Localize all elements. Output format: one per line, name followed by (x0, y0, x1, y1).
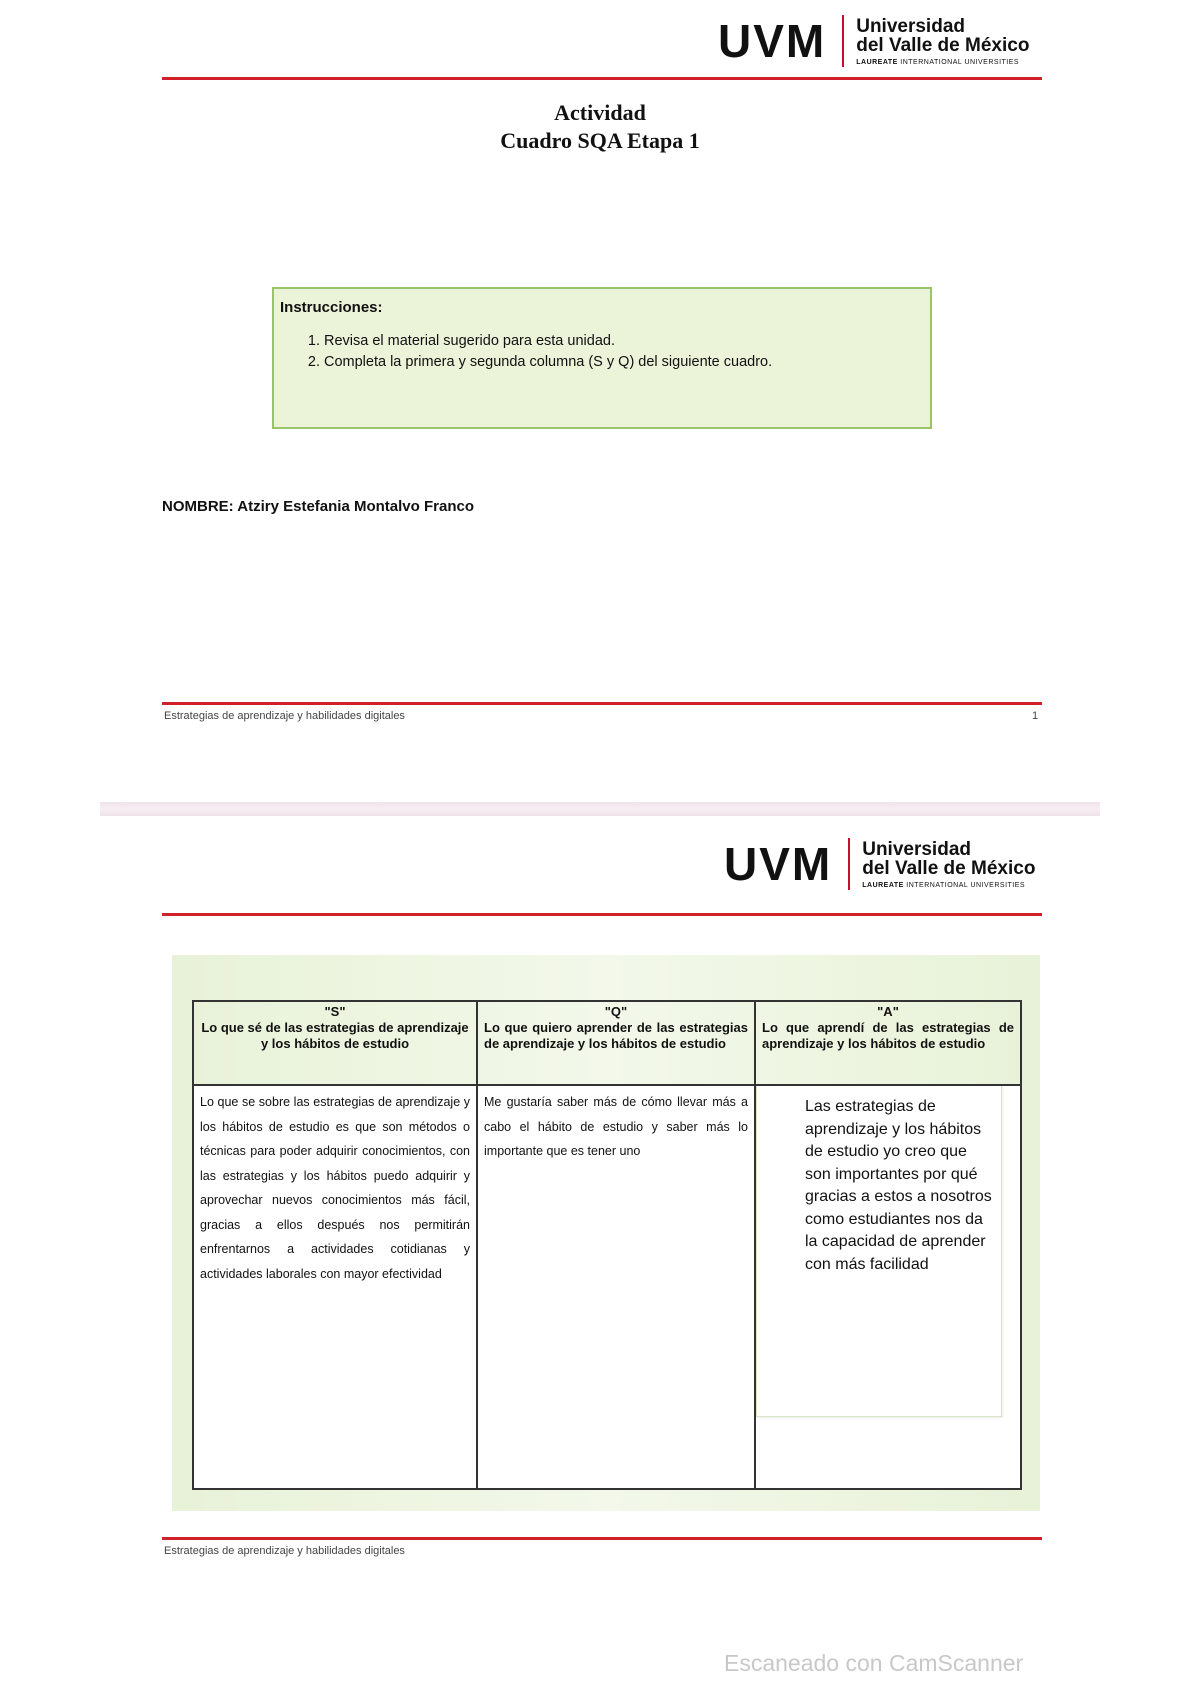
camscanner-watermark: Escaneado con CamScanner (724, 1650, 1024, 1676)
footer-rule-page2 (162, 1537, 1042, 1540)
page-number: 1 (1032, 710, 1039, 722)
header-letter: "A" (877, 1004, 899, 1019)
header-q (477, 1001, 755, 1085)
footer-text-page2: Estrategias de aprendizaje y habilidades digitales (164, 1545, 405, 1557)
cell-s: Lo que se sobre las estrategias de aprendizaje y los hábitos de estudio es que son métodos o técnicas para poder adquirir conocimientos, con las estrategias y los hábitos puedo adquirir y aprovechar nuevos conocimientos más fácil, gracias a ellos después nos permitirán enfrentarnos a actividades cotidianas y actividades laborales con mayor efectividad (193, 1085, 477, 1489)
logo-tagline: LAUREATE INTERNATIONAL UNIVERSITIES (862, 881, 1026, 889)
logo-separator (848, 838, 850, 890)
header-text: Lo que sé de las estrategias de aprendizaje y los hábitos de estudio (201, 1020, 469, 1051)
logo-name-line2: del Valle de México (862, 857, 1036, 879)
table-row (193, 1085, 1021, 1489)
pasted-note (756, 1086, 1002, 1417)
header-letter: "Q" (604, 1004, 628, 1019)
note-text: Las estrategias de aprendizaje y los hábitos de estudio yo creo que son importantes por qué gracias a estos a nosotros como estudiantes nos da la capacidad de aprender con más facilidad (805, 1098, 992, 1273)
student-name: NOMBRE: Atziry Estefania Montalvo Franco (162, 498, 474, 515)
header-rule-page2 (162, 913, 1042, 916)
sqa-table (192, 1000, 1022, 1490)
header-s (193, 1001, 477, 1085)
logo-mark: UVM (718, 15, 827, 67)
header-text: Lo que aprendí de las estrategias de aprendizaje y los hábitos de estudio (762, 1020, 1014, 1051)
footer-text-page1: Estrategias de aprendizaje y habilidades digitales (164, 710, 405, 722)
cell-a (755, 1085, 1021, 1489)
logo-separator (842, 15, 844, 67)
cell-q: Me gustaría saber más de cómo llevar más a cabo el hábito de estudio y saber más lo importante que es tener uno (477, 1085, 755, 1489)
logo-name-line1: Universidad (862, 838, 971, 860)
uvm-logo (724, 838, 1035, 890)
header-rule-page1 (162, 77, 1042, 80)
footer-rule-page1 (162, 702, 1042, 705)
uvm-logo (718, 15, 1029, 67)
header-text: Lo que quiero aprender de las estrategias de aprendizaje y los hábitos de estudio (484, 1020, 748, 1051)
logo-names (856, 17, 1029, 66)
instruction-item: 1. Revisa el material sugerido para esta unidad. (324, 331, 772, 352)
logo-name-line1: Universidad (856, 15, 965, 37)
logo-mark: UVM (724, 838, 833, 890)
page-title-line2: Cuadro SQA Etapa 1 (500, 128, 700, 153)
header-a (755, 1001, 1021, 1085)
logo-tagline: LAUREATE INTERNATIONAL UNIVERSITIES (856, 58, 1020, 66)
instruction-item: 2. Completa la primera y segunda columna (S y Q) del siguiente cuadro. (324, 352, 772, 373)
page-divider (100, 802, 1100, 816)
instructions-heading: Instrucciones: (280, 299, 383, 316)
page-title-line1: Actividad (554, 100, 646, 125)
table-header-row (193, 1001, 1021, 1085)
instructions-box (272, 287, 932, 429)
instructions-list (284, 331, 772, 373)
header-letter: "S" (324, 1004, 346, 1019)
logo-names (862, 840, 1035, 889)
logo-name-line2: del Valle de México (856, 34, 1030, 56)
